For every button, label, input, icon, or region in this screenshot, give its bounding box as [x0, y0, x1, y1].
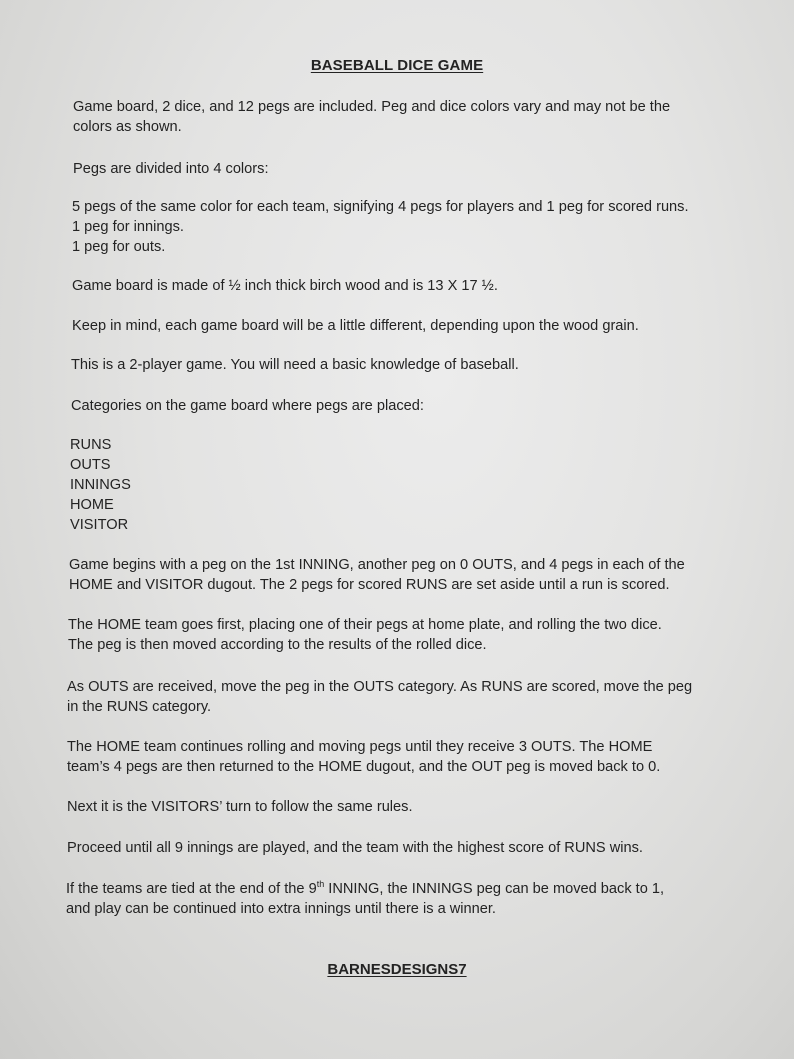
paragraph-game-start [69, 555, 719, 595]
paragraph-outs-runs [67, 677, 717, 717]
paragraph-line: 1 peg for outs. [72, 239, 166, 255]
paragraph-line: 1 peg for innings. [72, 219, 184, 235]
paragraph-wood-grain [72, 316, 722, 336]
paragraph-line [66, 879, 716, 899]
category-item-home: HOME [70, 497, 114, 513]
paragraph-nine-innings [67, 838, 717, 858]
paragraph-line: Pegs are divided into 4 colors: [73, 161, 269, 177]
paragraph-peg-colors [73, 159, 723, 179]
paragraph-line: Keep in mind, each game board will be a little different, depending upon the wood grain. [72, 318, 639, 334]
paragraph-line: Game board is made of ½ inch thick birch wood and is 13 X 17 ½. [72, 278, 498, 294]
paragraph-line: colors as shown. [73, 119, 182, 135]
paragraph-line: The HOME team continues rolling and moving pegs until they receive 3 OUTS. The HOME [67, 739, 653, 755]
paragraph-extra-innings [66, 879, 716, 919]
ordinal-suffix: th [316, 879, 325, 890]
paragraph-three-outs [67, 737, 717, 777]
paragraph-line: Categories on the game board where pegs are placed: [71, 398, 424, 414]
paragraph-line: Next it is the VISITORS’ turn to follow the same rules. [67, 799, 413, 815]
paragraph-line: The HOME team goes first, placing one of their pegs at home plate, and rolling the two dice. [68, 617, 662, 633]
paragraph-players [71, 355, 721, 375]
paragraph-categories-intro [71, 396, 721, 416]
category-item-visitor: VISITOR [70, 517, 129, 533]
paragraph-line: Game board, 2 dice, and 12 pegs are included. Peg and dice colors vary and may not be the [73, 99, 671, 115]
paragraph-line: 5 pegs of the same color for each team, signifying 4 pegs for players and 1 peg for scored runs. [72, 199, 689, 215]
paragraph-line: and play can be continued into extra innings until there is a winner. [66, 901, 496, 917]
document-title: BASEBALL DICE GAME [310, 57, 484, 74]
paragraph-peg-breakdown [72, 197, 722, 257]
paragraph-contents [73, 97, 723, 137]
paragraph-line: This is a 2-player game. You will need a basic knowledge of baseball. [71, 357, 519, 373]
document-footer-brand: BARNESDESIGNS7 [327, 961, 467, 978]
paragraph-line: HOME and VISITOR dugout. The 2 pegs for scored RUNS are set aside until a run is scored. [69, 577, 670, 593]
line-text: INNING, the INNINGS peg can be moved back to 1, [324, 881, 665, 897]
paragraph-line: Proceed until all 9 innings are played, and the team with the highest score of RUNS wins. [67, 840, 643, 856]
category-item-outs: OUTS [70, 457, 111, 473]
paragraph-line: in the RUNS category. [67, 699, 212, 715]
paragraph-line: Game begins with a peg on the 1st INNING, another peg on 0 OUTS, and 4 pegs in each of the [69, 557, 685, 573]
category-list [70, 435, 720, 535]
paragraph-visitors-turn [67, 797, 717, 817]
paragraph-board-material [72, 276, 722, 296]
line-text: If the teams are tied at the end of the 9 [66, 881, 317, 897]
paragraph-home-first [68, 615, 718, 655]
paragraph-line: The peg is then moved according to the results of the rolled dice. [68, 637, 487, 653]
paragraph-line: As OUTS are received, move the peg in the OUTS category. As RUNS are scored, move the peg [67, 679, 693, 695]
category-item-innings: INNINGS [70, 477, 131, 493]
paragraph-line: team’s 4 pegs are then returned to the HOME dugout, and the OUT peg is moved back to 0. [67, 759, 661, 775]
category-item-runs: RUNS [70, 437, 112, 453]
